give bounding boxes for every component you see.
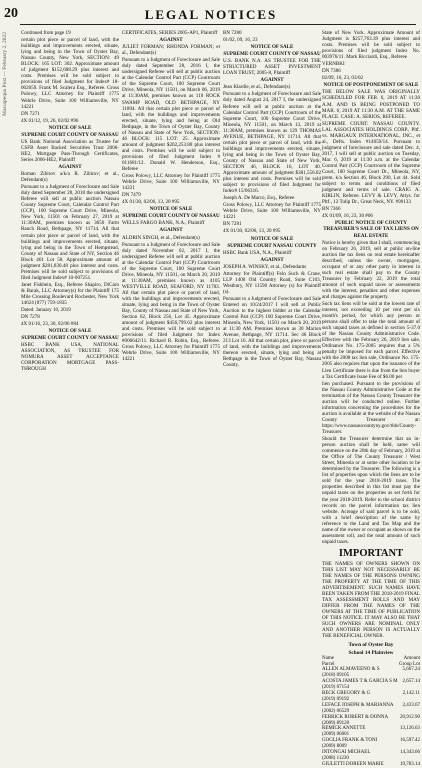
table-row bbox=[322, 703, 420, 709]
notice-paragraph: AGAINST bbox=[260, 77, 284, 84]
notice-paragraph: PUBLIC NOTICE OF COUNTY TREASURER'S SALE OF TAX LIENS ON REAL ESTATE bbox=[323, 220, 419, 239]
notice-paragraph: DN 7386 bbox=[322, 68, 341, 75]
owner-name: LEFACE JOSEPH & MARIANNA bbox=[322, 702, 394, 708]
notice-paragraph: Should the Treasurer determine that an in-person auction shall be held, same will commence on the 28th day of February, 2019 at the Office of The County Treasurer / West Street, Mineola or at some other location to be determined by the Treasurer. The following is a list of properties upon which the liens are to be sold for the year 2018-2019 taxes. The properties described in this list must pay the unpaid taxes on the properties as set forth for the year 2018-2019. Refer to the school district records on the parcel information tax lien website. Acreage of said parcel is to be sold, with a brief description of the same by reference to the Land and Tax Map and the name of the owner or occupant as shown on the assessment roll, and the total amount of such unpaid taxes. bbox=[322, 436, 420, 545]
notice-paragraph: Dated: January 10, 2019 bbox=[21, 307, 71, 314]
table-row bbox=[322, 715, 420, 721]
page-header bbox=[0, 0, 422, 30]
notice-paragraph: SUPREME COURT COUNTY OF NASSAU bbox=[223, 51, 321, 58]
notice-paragraph: lien purchased. Pursuant to the provisions of the Nassau County Administrative Code at the termination of the Nassau County Treasurer the auction will be conducted online. Further information concerning the procedures for the auction is available at the website of the Nassau County Treasurer at: https://www.nassaucountyny.gov/tlds/County-Treasurer. bbox=[322, 380, 420, 435]
notice-paragraph: 4X 01/16, 23, 30, 02/06 #84 bbox=[21, 321, 79, 328]
owner-name: (2018) 09105 bbox=[322, 673, 350, 679]
owner-name: (2002) 06529 bbox=[322, 708, 350, 714]
important-notice: THE NAMES OF OWNERS SHOWN ON THIS LIST MAY NOT NECESSARILY BE THE NAMES OF THE PERSONS OWNING THE PROPERTY AT THE TIME OF THIS ADVERTISEMENT. SUCH NAMES HAVE BEEN TAKEN FROM THE 2018-2019 FINAL TAX ASSESSMENT ROLLS AND MAY DIFFER FROM THE NAMES OF THE OWNERS AT THE TIME OF PUBLICATION OF THIS NOTICE. IT MAY ALSO BE THAT SUCH OWNERS ARE NOMINAL ONLY AND ANOTHER PERSON IS ACTUALLY THE BENEFICIAL OWNER. bbox=[322, 560, 420, 640]
notice-paragraph: US Bank National Association as Trustee for CSFB Asset Backed Securities Trust 2006-HE2, Mortgage Pass-Through Certificates, Series 2006-HE2, Plaintiff bbox=[21, 138, 119, 163]
notice-paragraph: Continued from page 19 bbox=[21, 30, 71, 36]
amount-header: Amount bbox=[403, 655, 420, 661]
notice-paragraph: BN 7281 bbox=[223, 221, 242, 228]
notice-paragraph: WELLS FARGO BANK, N.A., Plaintiff bbox=[122, 220, 205, 227]
notice-paragraph: BN 7366 bbox=[322, 206, 341, 213]
owner-name: REMICK ANNETTE bbox=[322, 726, 366, 732]
notice-paragraph: NOTICE OF SALE bbox=[48, 124, 92, 131]
notice-paragraph: NOTICE OF POSTPONEMENT OF SALE bbox=[323, 82, 419, 89]
notice-paragraph: Gross Polowy, LLC Attorney for Plaintiff 1775 Wehrle Drive, Suite 100 Williamsville, NY 14221 bbox=[122, 173, 220, 192]
notice-paragraph: NOTICE OF SALE bbox=[250, 235, 294, 242]
owner-name: (2009) 89120 bbox=[322, 720, 350, 726]
tax-lien-rows bbox=[322, 667, 420, 767]
notice-paragraph: Gross Polowy, LLC Attorney for Plaintiff 1775 Wehrle Drive, Suite 100 Williamsville, NY 14221 bbox=[223, 202, 321, 221]
owner-name: BECK GREGORY & G bbox=[322, 691, 371, 697]
notice-paragraph: 4X 01/30, 02/06, 13, 20 #95 bbox=[223, 228, 281, 235]
name-header: Name bbox=[322, 655, 334, 661]
lien-amount: 16,597.42 bbox=[400, 738, 420, 744]
group-lot-header: Group Lot bbox=[399, 661, 420, 667]
notice-paragraph: DN 7278 bbox=[21, 314, 40, 321]
notice-paragraph: 4X 01/30, 02/06, 13, 20 #95 bbox=[122, 199, 180, 206]
publication-sidebar bbox=[2, 32, 14, 472]
owner-name: GOGLIA FRANK & TONI bbox=[322, 738, 378, 744]
header-rule bbox=[20, 24, 416, 25]
owner-name: (2009) 06001 bbox=[322, 732, 350, 738]
town-heading: Town of Oyster Bay bbox=[348, 641, 394, 648]
lien-amount: 14,343.66 bbox=[400, 750, 420, 756]
lien-amount: 2,657.14 bbox=[402, 679, 420, 685]
column-4-text bbox=[322, 30, 420, 545]
lien-amount: 19,783.14 bbox=[400, 761, 420, 767]
lien-amount: 2,433.67 bbox=[402, 702, 420, 708]
column-3 bbox=[223, 30, 321, 476]
notice-paragraph: BN 7280 bbox=[223, 30, 242, 36]
notice-paragraph: 4X 01/12, 19, 26, 02/02 #96 bbox=[21, 117, 79, 124]
notice-paragraph: SUPREME COURT NASSAU COUNTY bbox=[227, 242, 317, 249]
important-heading: IMPORTANT bbox=[338, 547, 404, 559]
owner-name: INTONGAI MICHAEL bbox=[322, 750, 371, 756]
table-row bbox=[322, 762, 420, 768]
notice-paragraph: CERTIFICATES, SERIES 2005-AP1, Plaintiff bbox=[122, 30, 218, 36]
notice-paragraph: Janet Fishbein, Esq., Referee Shapiro, DiCaro & Barak, LLC Attorney(s) for the Plaintiff 175 Mile Crossing Boulevard Rochester, New York 14624 (877) 759-1835 bbox=[21, 281, 119, 307]
page-number: 20 bbox=[4, 6, 18, 21]
parcel-header: Parcel bbox=[322, 661, 335, 667]
notice-paragraph: State of New York. Approximate Amount of Judgment is $257,763.39 plus interest and costs. Premises will be sold subject to provisions of filed judgment Index No. 003976/11. Mark Ricciardi, Esq., Referee bbox=[322, 30, 420, 61]
notice-paragraph: DN 7479 bbox=[122, 192, 141, 199]
section-title: LEGAL NOTICES bbox=[144, 7, 278, 22]
notice-paragraph: Joseph A. De Marco, Esq., Referee bbox=[223, 195, 295, 202]
column-4 bbox=[322, 30, 420, 767]
column-1 bbox=[21, 30, 119, 476]
owner-name: (2019) 07154 bbox=[322, 685, 350, 691]
notice-paragraph: Jean Klardie, et al., Defendant(s) bbox=[223, 84, 291, 91]
notice-paragraph: HSBC BANK USA, NATIONAL ASSOCIATION, AS TRUSTEE FOR NOMURA ASSET ACCEPTANCE CORPORATION MORTGAGE PASS-THROUGH bbox=[21, 342, 119, 373]
notice-paragraph: NOTICE OF SALE bbox=[48, 328, 92, 335]
owner-name: FERRICK ROBERT & DONNA bbox=[322, 714, 389, 720]
notice-paragraph: 4X 01/09, 16, 23, 30 #06 bbox=[322, 213, 373, 220]
notice-paragraph: JULIET FORMAN; RHONDA FORMAN; et al., Defendant(s) bbox=[122, 44, 220, 57]
notice-paragraph: DN 7271 bbox=[21, 110, 40, 117]
tax-lien-table bbox=[322, 656, 420, 768]
notice-paragraph: AGAINST bbox=[260, 256, 284, 263]
owner-name: (2009) 8009 bbox=[322, 744, 347, 750]
owner-name: (2008) 11230 bbox=[322, 756, 349, 761]
notice-paragraph: JOSEPH A. WINSKY, et al., Defendants bbox=[223, 263, 307, 270]
school-heading: School 14 Plainview bbox=[348, 649, 394, 656]
notice-paragraph: U.S. BANK N.A. AS TRUSTEE FOR THE STRUCTURED ASSET INVESTMENT LOAN TRUST, 2005-8, Plaintiff bbox=[223, 58, 321, 77]
notice-paragraph: Pursuant to a Judgment of Foreclosure and Sale duly dated November 02, 2017 I, the undersigned Referee will sell at public auction at the Calendar Control Part (CCP) Courtroom of the Supreme Court, 100 Supreme Court Drive, Mineola, NY 11501, on March 20, 2019 at 11:30AM, premises known as 4105 WESTVILLE ROAD, SEAFORD, NY 11783. All that certain plot piece or parcel of land, with the buildings and improvements erected, situate, lying and being in the Town of Oyster Bay, County of Nassau and State of New York, Section 62, Block 256, Lot 45. Approximate amount of judgment $456,799.62 plus interest and costs. Premises will be sold subject to provisions of filed Judgment for Index #006642/11. Richard R. Rubin, Esq., Referee. Gross Polowy, LLC Attorney for Plaintiff 1775 Wehrle Drive, Suite 100 Williamsville, NY 14221 bbox=[122, 241, 220, 363]
notice-paragraph: Such tax liens will be sold at the lowest rate of interest, not exceeding 10 per cent per six month's period, for which any person or persons shall offer to take the total amount of such unpaid taxes as defined in section 5-37.0 of the Nassau County Administrative Code. Effective with the February 26, 2019 lien sale, Ordinance No. 175-2005 requires that a 5% penalty be imposed for each parcel. Effective with the 2008 tax lien sale, Ordinance No. 175-2005 also requires that upon the issuance of the Lien Certificate there is due from the lien buyer a Tax Certificate Issue Fee of $6.00 per bbox=[322, 301, 420, 380]
owner-name: (2019) 09192 bbox=[322, 696, 350, 702]
notice-paragraph: VERNBKI bbox=[322, 61, 345, 68]
notice-paragraph: Notice is hereby given that I shall, commencing on February 26, 2019, sell at public on-line auction the tax liens on real estate hereinafter described, unless the owner, mortgagee, occupant of or any other party in interest in such real estate shall pay to the County Treasurer by February 22, 2019 the total amount of such unpaid taxes or assessments with the interest, penalties and other expenses and charges against the property. bbox=[322, 239, 420, 300]
notice-paragraph: AGAINST bbox=[159, 227, 183, 234]
notice-paragraph: SUPREME COURT COUNTY OF NASSAU bbox=[122, 213, 220, 220]
notice-paragraph: Pursuant to a Judgment of Foreclosure and Sale duly dated September 28, 2018 the undersigned Referee will sell at public auction Nassau County Supreme Court, Calendar Control Part (CCP), 100 Supreme Court Drive, Mineola, New York, 11501 on February 27, 2019 at 11:30AM, premises known as 3650 Farm Ranch Road, Bethpage, NY 11714. All that certain plot piece or parcel of land, with the buildings and improvements erected, situate, lying and being in the Town of Hempstead, County of Nassau and State of NY, Section 46 Block 461 Lot 58. Approximate amount of judgment $281,830.48 plus interest and costs. Premises will be sold subject to provisions of filed Judgment Index# 10-007251. bbox=[21, 184, 119, 281]
lien-amount: 20,912.90 bbox=[400, 714, 420, 720]
lien-amount: 13,126.63 bbox=[400, 726, 420, 732]
notice-paragraph: Roman Zibirov a/k/a R. Zibirov; et al., Defendant(s) bbox=[21, 171, 119, 184]
notice-paragraph: Pursuant to a Judgment of Foreclosure and Sale duly dated September 28, 2016 I, the undersigned Referee will sell at public auction at the Calendar Control Part (CCP) Courtroom of the Supreme Court, 100 Supreme Court Drive, Mineola, NY 11501, on March 06, 2019 at 11:30AM, premises known as 110 ROCK SWAMP ROAD, OLD BETHPAGE, NY 11804. All that certain plot piece or parcel of land, with the buildings and improvements erected, situate, lying and being at Old Bethpage, in the Town of Oyster Bay, County of Nassau and State of New York, SECTION: 46 BLOCK: 115 LOT: 25. Approximate amount of judgment $202,253.88 plus interest and costs. Premises will be sold subject to provisions of filed Judgment Index # 011681/12. Donald W. Henderson, Esq., Referee bbox=[122, 57, 220, 173]
notice-paragraph: NOTICE OF SALE bbox=[250, 44, 294, 51]
notice-paragraph: SUPREME COURT COUNTY OF NASSAU bbox=[21, 335, 119, 342]
notice-paragraph: Attorney for Plaintiff(s) Fein Such & Crane, LLP 1400 Old Country Road, Suite C103, Westbury, NY 11590 Attorney (s) for Plaintiff (s). bbox=[223, 270, 321, 295]
owner-name: GIULETTI DOREEN MARIE bbox=[322, 761, 384, 767]
lien-amount: 5,667.24 bbox=[402, 667, 420, 673]
notice-paragraph: ALDRIN SINGH, et al., Defendant(s) bbox=[122, 234, 200, 241]
notice-paragraph: Pursuant to a Judgment of Foreclosure and Sale Entered on 10/24/2017 I will sell at Public Auction to the highest bidder at the Calendar Control Part (CCP) 100 Supreme Court Drive, Mineola, New York, 11501 on March 20, 2019 at 11:30 AM. Premises known as 30 Marion Avenue, Bethpage, NY 11714. Sec 46 Block 213 Lot 16. All that certain plot, piece or parcel of land, with the buildings and improvements thereon erected, situate, lying and being at Bethpage in the Town of Oyster Bay, Nassau County, bbox=[223, 295, 321, 369]
notice-paragraph: THE BELOW SALE WAS ORIGINALLY SCHEDULED FOR FEB. 6, 2019 AT 11:30 A.M. AND IS BEING POSTPONED TO MAR. 6, 2019 AT 11:30 A.M. AT THE SAME PLACE. CASE: A. SERIOS, REFEREE. bbox=[322, 89, 420, 120]
column-2 bbox=[122, 30, 220, 476]
lien-amount: 2,142.11 bbox=[402, 691, 420, 697]
notice-paragraph: HSBC Bank USA, N.A., Plaintiff bbox=[223, 249, 292, 256]
notice-paragraph: certain plot piece or parcel of land, with the buildings and improvements erected, situate, lying and being in the Town of Oyster Bay, Nassau County, New York, SECTION: 49 BLOCK: 165 LOT: 302. Approximate amount of judgment $152,688.29 plus interest and costs. Premises will be sold subject to provisions of filed Judgment for Index# 18-002059. Frank M. Scalera Esq., Referee. Gross Polowy, LLC Attorney for Plaintiff 1775 Wehrle Drive, Suite 100 Williamsville, NY 14221 bbox=[21, 37, 119, 110]
notice-paragraph: AGAINST bbox=[58, 163, 82, 170]
publication-line: Massapequa Post — February 2, 2022 bbox=[2, 32, 8, 117]
notice-paragraph: 01/02, 09, 16, 23 bbox=[223, 37, 258, 44]
notice-paragraph: Pursuant to a Judgment of Foreclosure and Sale duly dated August 24, 2017 I, the undersigned Referee will sell at public auction at the Calendar Control Part (CCP) Courtroom of the Supreme Court, 100 Supreme Court Drive, Mineola, NY 11501, on March 13, 2019 at 11:30AM, premises known as 129 THOMAS AVENUE, BETHPAGE, NY 11714. All that certain plot piece or parcel of land, with the buildings and improvements erected, situate, lying and being in the Town of Oyster Bay, County of Nassau and State of New York, SECTION 46, BLOCK 16, LOT 40. Approximate amount of judgment $381,556.02 plus interest and costs. Premises will be sold subject to provisions of filed Judgment for Index# 15/06316. bbox=[223, 91, 321, 195]
owner-name: ACOSTA JAMES T & GARCIA S M bbox=[322, 679, 398, 685]
notice-paragraph: SUPREME COURT: NASSAU COUNTY. LAL ASSOCIATES HOLDINGS CORP., Pltf. vs. MARGAUX INTERNATIONAL, INC., et al., Defts. Index #14059/14. Pursuant to judgment of foreclosure and sale dated Dec. 4, 2017, I will sell at public auction on Tuesday, Mar. 6, 2019 at 11:30 a.m. at the Calendar Control Part (CCP) Courtroom of the Supreme Court, 100 Supreme Court Dr., Mineola, NY, prem. k/a Section 46, Block 290, Lot 44. Sold subject to terms and conditions of filed judgment and terms of sale. CRAIG A. KIRLIN, Referee. LEVY & LEVY, Attys. for Pltf., 12 Tulip Dr., Great Neck, NY. #90133 bbox=[322, 120, 420, 206]
owner-name: ALLEN ALMAVEENO & S bbox=[322, 667, 380, 673]
notice-paragraph: 02/09, 16, 23, 03/02 bbox=[322, 75, 364, 82]
notice-paragraph: SUPREME COURT COUNTY OF NASSAU bbox=[21, 131, 119, 138]
notice-paragraph: AGAINST bbox=[159, 37, 183, 44]
notice-paragraph: NOTICE OF SALE bbox=[149, 206, 193, 213]
